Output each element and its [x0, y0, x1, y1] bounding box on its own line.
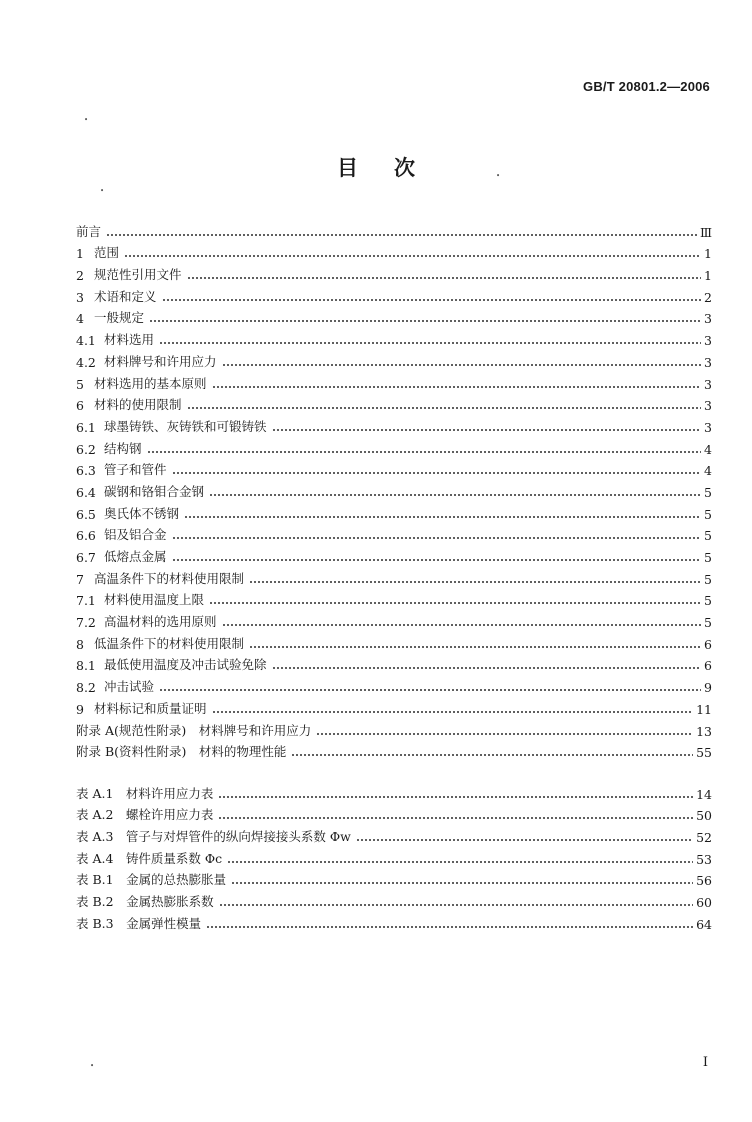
- toc-entry: [76, 802, 712, 824]
- toc-entry: [76, 888, 712, 910]
- toc-entry-label: 冲击试验: [104, 679, 155, 695]
- toc-entry-page: 4: [704, 441, 712, 457]
- dot-leader: [227, 850, 693, 864]
- standard-code: GB/T 20801.2—2006: [583, 79, 710, 94]
- toc-entry: [76, 305, 712, 327]
- dot-leader: [222, 613, 701, 627]
- toc-entry-number: 6.1: [76, 419, 96, 435]
- toc-entry-page: 5: [704, 506, 712, 522]
- toc-entry: [76, 500, 712, 522]
- toc-entry-number: 6: [76, 398, 84, 414]
- toc-entry: [76, 413, 712, 435]
- dot-leader: [162, 288, 701, 302]
- toc-entry: [76, 717, 712, 739]
- dot-leader: [249, 635, 701, 649]
- dot-leader: [187, 396, 701, 410]
- dot-leader: [212, 700, 694, 714]
- toc-entry-label: 结构钢: [104, 440, 142, 456]
- toc-entry-page: 2: [704, 289, 712, 305]
- scan-speck: •: [90, 1062, 95, 1070]
- dot-leader: [172, 526, 701, 540]
- dot-leader: [218, 785, 693, 799]
- toc-entry-page: 5: [704, 528, 712, 544]
- dot-leader: [218, 806, 693, 820]
- page-title: 目次: [337, 155, 451, 180]
- toc-entry-label: 材料使用温度上限: [104, 592, 205, 608]
- dot-leader: [249, 570, 701, 584]
- toc-entry: [76, 780, 712, 802]
- toc-entry-page: 5: [704, 484, 712, 500]
- page-number: I: [702, 1055, 708, 1070]
- toc-entry-label: 奥氏体不锈钢: [104, 505, 180, 521]
- toc-entry-page: 5: [704, 593, 712, 609]
- dot-leader: [106, 223, 697, 237]
- toc-list: [76, 218, 712, 760]
- toc-entry: [76, 326, 712, 348]
- toc-entry-number: 6.5: [76, 506, 96, 522]
- toc-entry: [76, 543, 712, 565]
- toc-entry: [76, 261, 712, 283]
- toc-entry: [76, 910, 712, 932]
- toc-entry-page: 60: [696, 895, 712, 911]
- toc-entry-label: 一般规定: [94, 310, 145, 326]
- toc-entry: [76, 739, 712, 761]
- dot-leader: [219, 893, 694, 907]
- toc-entry-page: 53: [696, 851, 712, 867]
- dot-leader: [231, 871, 693, 885]
- toc-entry-page: 1: [704, 246, 712, 262]
- dot-leader: [316, 722, 693, 736]
- toc-entry-page: 56: [696, 873, 712, 889]
- toc-entry-label: 前言: [76, 223, 102, 239]
- toc-entry-label: 表 A.1 材料许用应力表: [76, 785, 214, 801]
- toc-entry-label: 材料标记和质量证明: [94, 700, 207, 716]
- dot-leader: [272, 418, 701, 432]
- toc-entry-page: 1: [704, 268, 712, 284]
- toc-entry: [76, 673, 712, 695]
- toc-entry-number: 8.2: [76, 680, 96, 696]
- table-list: [76, 780, 712, 932]
- toc-entry-page: 3: [704, 333, 712, 349]
- toc-entry-number: 9: [76, 701, 84, 717]
- toc-entry: [76, 240, 712, 262]
- toc-entry: [76, 522, 712, 544]
- toc-entry-page: Ⅲ: [699, 224, 712, 240]
- dot-leader: [356, 828, 693, 842]
- toc-entry: [76, 630, 712, 652]
- toc-entry-label: 表 B.2 金属热膨胀系数: [76, 894, 214, 910]
- toc-entry: [76, 565, 712, 587]
- toc-entry-label: 表 A.2 螺栓许用应力表: [76, 807, 214, 823]
- toc-entry: [76, 695, 712, 717]
- dot-leader: [149, 309, 701, 323]
- toc-entry: [76, 823, 712, 845]
- dot-leader: [209, 483, 701, 497]
- toc-entry-page: 3: [704, 354, 712, 370]
- toc-entry-number: 6.2: [76, 441, 96, 457]
- toc-entry-number: 7.2: [76, 615, 96, 631]
- dot-leader: [206, 915, 693, 929]
- toc-entry-page: 3: [704, 419, 712, 435]
- toc-entry-page: 5: [704, 550, 712, 565]
- toc-entry-number: 6.4: [76, 484, 96, 500]
- toc-entry-number: 4.2: [76, 354, 96, 370]
- toc-entry: [76, 457, 712, 479]
- toc-entry-number: 4: [76, 311, 84, 327]
- dot-leader: [212, 375, 701, 389]
- toc-entry-label: 表 A.3 管子与对焊管件的纵向焊接接头系数 Φw: [76, 829, 351, 845]
- dot-leader: [184, 505, 701, 519]
- toc-entry-label: 规范性引用文件: [94, 267, 182, 283]
- toc-entry-page: 52: [696, 830, 712, 846]
- toc-entry: [76, 370, 712, 392]
- dot-leader: [209, 591, 701, 605]
- toc-entry-number: 5: [76, 376, 84, 392]
- toc-entry-number: 2: [76, 268, 84, 284]
- toc-entry-page: 9: [704, 680, 712, 696]
- toc-entry-number: 7.1: [76, 593, 96, 609]
- toc-entry-label: 范围: [94, 245, 120, 261]
- dot-leader: [147, 440, 701, 454]
- dot-leader: [222, 353, 701, 367]
- toc-entry-page: 14: [696, 786, 712, 802]
- toc-entry-label: 表 B.3 金属弹性模量: [76, 915, 202, 931]
- toc-entry-page: 5: [704, 571, 712, 587]
- toc-entry: [76, 392, 712, 414]
- toc-entry-number: 3: [76, 289, 84, 305]
- toc-entry-label: 术语和定义: [94, 288, 157, 304]
- toc-entry: [76, 435, 712, 457]
- toc-entry-label: 碳钢和铬钼合金钢: [104, 483, 205, 499]
- toc-entry-number: 7: [76, 571, 84, 587]
- toc-entry-page: 13: [696, 723, 712, 739]
- dot-leader: [159, 678, 701, 692]
- toc-entry-label: 球墨铸铁、灰铸铁和可锻铸铁: [104, 418, 267, 434]
- toc-entry: [76, 867, 712, 889]
- toc-entry: [76, 348, 712, 370]
- dot-leader: [159, 331, 701, 345]
- toc-entry: [76, 608, 712, 630]
- dot-leader: [172, 461, 701, 475]
- toc-entry: [76, 652, 712, 674]
- toc-entry-label: 最低使用温度及冲击试验免除: [104, 657, 267, 673]
- dot-leader: [291, 743, 693, 757]
- toc-entry-number: 4.1: [76, 333, 96, 349]
- dot-leader: [272, 656, 701, 670]
- toc-entry-label: 附录 B(资料性附录) 材料的物理性能: [76, 744, 287, 760]
- toc-entry-page: 4: [704, 463, 712, 479]
- toc-entry-label: 高温条件下的材料使用限制: [94, 570, 245, 586]
- toc-entry-label: 低熔点金属: [104, 549, 167, 564]
- toc-entry-label: 材料的使用限制: [94, 397, 182, 413]
- scan-speck: •: [100, 187, 105, 195]
- toc-entry-number: 8.1: [76, 658, 96, 674]
- toc-entry-page: 64: [696, 916, 712, 932]
- toc-entry-page: 6: [704, 636, 712, 652]
- toc-entry-label: 铝及铝合金: [104, 527, 167, 543]
- toc-entry-label: 低温条件下的材料使用限制: [94, 635, 245, 651]
- toc-entry-number: 6.7: [76, 550, 96, 565]
- scan-speck: •: [84, 116, 89, 124]
- toc-entry-page: 3: [704, 398, 712, 414]
- toc-entry-label: 表 B.1 金属的总热膨胀量: [76, 872, 227, 888]
- toc-entry-page: 3: [704, 311, 712, 327]
- toc-entry-page: 5: [704, 615, 712, 631]
- toc-entry-number: 6.3: [76, 463, 96, 479]
- toc-entry-number: 1: [76, 246, 84, 262]
- toc-entry-page: 50: [696, 808, 712, 824]
- dot-leader: [187, 266, 701, 280]
- toc-entry-label: 高温材料的选用原则: [104, 614, 217, 630]
- toc-entry: [76, 218, 712, 240]
- dot-leader: [172, 548, 701, 562]
- toc-entry-page: 3: [704, 376, 712, 392]
- toc-entry-page: 55: [696, 745, 712, 761]
- toc-entry: [76, 283, 712, 305]
- toc-entry-page: 6: [704, 658, 712, 674]
- toc-entry-label: 材料牌号和许用应力: [104, 353, 217, 369]
- toc-entry-number: 8: [76, 636, 84, 652]
- toc-entry-label: 材料选用: [104, 332, 155, 348]
- toc-entry-number: 6.6: [76, 528, 96, 544]
- scan-speck: •: [496, 172, 501, 180]
- toc-entry: [76, 478, 712, 500]
- toc-entry-label: 管子和管件: [104, 462, 167, 478]
- dot-leader: [124, 244, 701, 258]
- toc-entry-label: 表 A.4 铸件质量系数 Φc: [76, 850, 223, 866]
- toc-entry-page: 11: [696, 701, 712, 717]
- toc-entry: [76, 587, 712, 609]
- toc-entry: [76, 845, 712, 867]
- toc-entry-label: 材料选用的基本原则: [94, 375, 207, 391]
- toc-entry-label: 附录 A(规范性附录) 材料牌号和许用应力: [76, 722, 312, 738]
